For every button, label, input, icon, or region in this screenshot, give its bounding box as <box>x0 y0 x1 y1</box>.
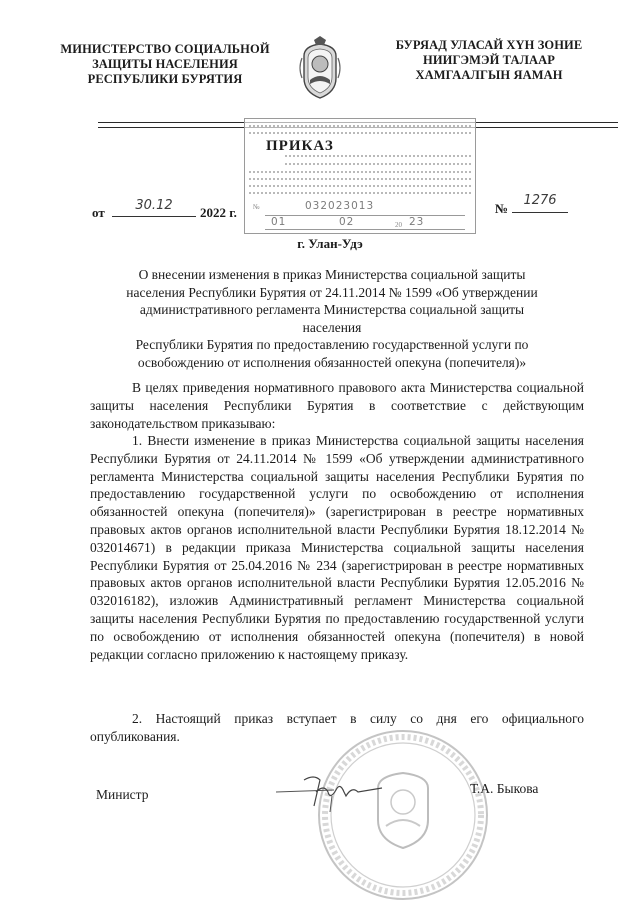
title-line: О внесении изменения в приказ Министерства социальной защиты <box>138 267 526 282</box>
stamp-number-underline <box>265 215 465 216</box>
preamble-paragraph: В целях приведения нормативного правового акта Министерства социальной защиты населения Республики Бурятия в соответствие с действующим законодательством приказываю: <box>90 380 584 431</box>
registration-stamp <box>244 118 476 234</box>
signatory-position: Министр <box>96 787 149 802</box>
title-line: административного регламента Министерства социальной защиты населения <box>139 302 525 335</box>
stamp-text-line <box>249 125 471 127</box>
header-right-line: НИИГЭМЭЙ ТАЛААР <box>423 53 555 67</box>
stamp-text-line <box>249 132 471 134</box>
header-left-line: МИНИСТЕРСТВО СОЦИАЛЬНОЙ <box>60 42 270 56</box>
title-line: населения Республики Бурятия от 24.11.2014 № 1599 «Об утверждении <box>126 284 538 300</box>
stamp-year-prefix: 20 <box>395 221 402 229</box>
stamp-date-underline <box>265 229 465 230</box>
ministry-name-russian <box>58 42 272 87</box>
stamp-year: 23 <box>409 216 425 228</box>
coat-of-arms-emblem <box>296 36 344 100</box>
title-line: Республики Бурятия по предоставлению государственной услуги по <box>135 337 529 352</box>
order-item-2: 2. Настоящий приказ вступает в силу со дня его официального опубликования. <box>90 711 584 744</box>
stamp-text-line <box>249 185 471 187</box>
stamp-registration-number: 032023013 <box>305 200 375 212</box>
document-type-title: ПРИКАЗ <box>266 138 334 154</box>
order-title <box>110 266 554 371</box>
header-left-line: РЕСПУБЛИКИ БУРЯТИЯ <box>87 72 243 86</box>
date-prefix: от <box>92 205 105 220</box>
stamp-no-label: № <box>253 203 260 211</box>
city: г. Улан-Удэ <box>297 236 363 251</box>
order-date-handwritten: 30.12 <box>135 198 173 213</box>
stamp-text-line <box>285 163 471 165</box>
order-number-underline <box>512 212 568 213</box>
stamp-day: 01 <box>271 216 287 228</box>
stamp-text-line <box>249 171 471 173</box>
stamp-month: 02 <box>339 216 355 228</box>
date-underline <box>112 216 196 217</box>
header-left-line: ЗАЩИТЫ НАСЕЛЕНИЯ <box>92 57 238 71</box>
signatory-name: Т.А. Быкова <box>470 781 539 796</box>
order-number-label: № <box>495 201 509 216</box>
header-right-line: БУРЯАД УЛАСАЙ ХҮН ЗОНИЕ <box>395 38 583 52</box>
stamp-text-line <box>249 178 471 180</box>
stamp-text-line <box>285 155 471 157</box>
header-right-line: ХАМГААЛГЫН ЯАМАН <box>415 68 563 82</box>
ministry-name-buryat <box>378 38 600 83</box>
order-item-1: 1. Внести изменение в приказ Министерства социальной защиты населения Республики Бурятия от 24.11.2014 № 1599 «Об утверждении административного регламента Министерства социальной защиты населения Республики Бурятия по предоставлению государственной услуги по освобождению от исполнения обязанностей опекуна (попечителя)» (зарегистрирован в реестре нормативных правовых актов органов исполнительной власти Республики Бурятия 18.12.2014 № 032014671) в редакции приказа Министерства социальной защиты населения Республики Бурятия от 25.04.2016 № 234 (зарегистрирован в реестре нормативных правовых актов органов исполнительной власти Республики Бурятия 12.05.2016 № 032016182), изложив Административный регламент Министерства социальной защиты населения Республики Бурятия по предоставлению государственной услуги по освобождению от исполнения обязанностей опекуна (попечителя) в новой редакции согласно приложению к настоящему приказу. <box>90 433 584 662</box>
stamp-text-line <box>249 192 471 194</box>
handwritten-signature <box>274 766 384 816</box>
order-number-handwritten: 1276 <box>523 193 557 208</box>
date-year: 2022 г. <box>200 205 237 220</box>
title-line: освобождению от исполнения обязанностей опекуна (попечителя)» <box>137 354 527 370</box>
